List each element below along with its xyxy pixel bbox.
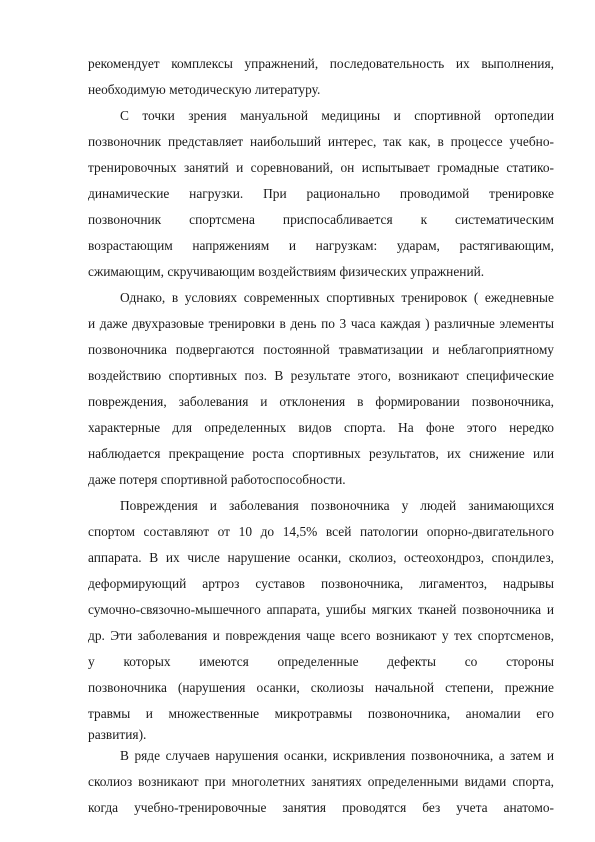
text-line: позвоночника (нарушения осанки, сколиозы начальной степени, прежние	[88, 680, 554, 695]
text-line: наблюдается прекращение роста спортивных результатов, их снижение или	[88, 446, 554, 461]
text-line: Повреждения и заболевания позвоночника у людей занимающихся	[120, 498, 554, 513]
text-line: тренировочных занятий и соревнований, он испытывает громадные статико-	[88, 160, 554, 175]
text-line: динамические нагрузки. При рационально проводимой тренировке	[88, 186, 554, 201]
text-line: повреждения, заболевания и отклонения в формировании позвоночника,	[88, 394, 554, 409]
text-line: деформирующий артроз суставов позвоночника, лигаментоз, надрывы	[88, 576, 554, 591]
text-line: травмы и множественные микротравмы позвоночника, аномалии его	[88, 706, 554, 721]
text-line: позвоночник спортсмена приспосабливается к систематическим	[88, 212, 554, 227]
document-body	[88, 51, 554, 821]
text-line: воздействию спортивных поз. В результате этого, возникают специфические	[88, 368, 554, 383]
text-line: др. Эти заболевания и повреждения чаще всего возникают у тех спортсменов,	[88, 628, 554, 643]
text-line: сумочно-связочно-мышечного аппарата, ушибы мягких тканей позвоночника и	[88, 602, 554, 617]
text-line: В ряде случаев нарушения осанки, искривления позвоночника, а затем и	[120, 748, 554, 763]
text-line: у которых имеются определенные дефекты со стороны	[88, 654, 554, 669]
text-line: сжимающим, скручивающим воздействиям физических упражнений.	[88, 264, 485, 279]
text-line: и даже двухразовые тренировки в день по 3 часа каждая ) различные элементы	[88, 316, 554, 331]
text-line: возрастающим напряжениям и нагрузкам: ударам, растягивающим,	[88, 238, 554, 253]
text-line: характерные для определенных видов спорта. На фоне этого нередко	[88, 420, 554, 435]
text-line: необходимую методическую литературу.	[88, 82, 321, 97]
text-line: развития).	[88, 727, 147, 742]
text-line: сколиоз возникают при многолетних занятиях определенными видами спорта,	[88, 774, 554, 789]
text-line: аппарата. В их числе нарушение осанки, сколиоз, остеохондроз, спондилез,	[88, 550, 554, 565]
text-line: позвоночник представляет наибольший интерес, так как, в процессе учебно-	[88, 134, 554, 149]
text-line: С точки зрения мануальной медицины и спортивной ортопедии	[120, 108, 554, 123]
text-line: Однако, в условиях современных спортивных тренировок ( ежедневные	[120, 290, 554, 305]
text-line: позвоночника подвергаются постоянной травматизации и неблагоприятному	[88, 342, 554, 357]
text-line: спортом составляют от 10 до 14,5% всей патологии опорно-двигательного	[88, 524, 554, 539]
text-line: когда учебно-тренировочные занятия проводятся без учета анатомо-	[88, 800, 554, 815]
text-line: рекомендует комплексы упражнений, последовательность их выполнения,	[88, 56, 554, 71]
text-line: даже потеря спортивной работоспособности.	[88, 472, 346, 487]
